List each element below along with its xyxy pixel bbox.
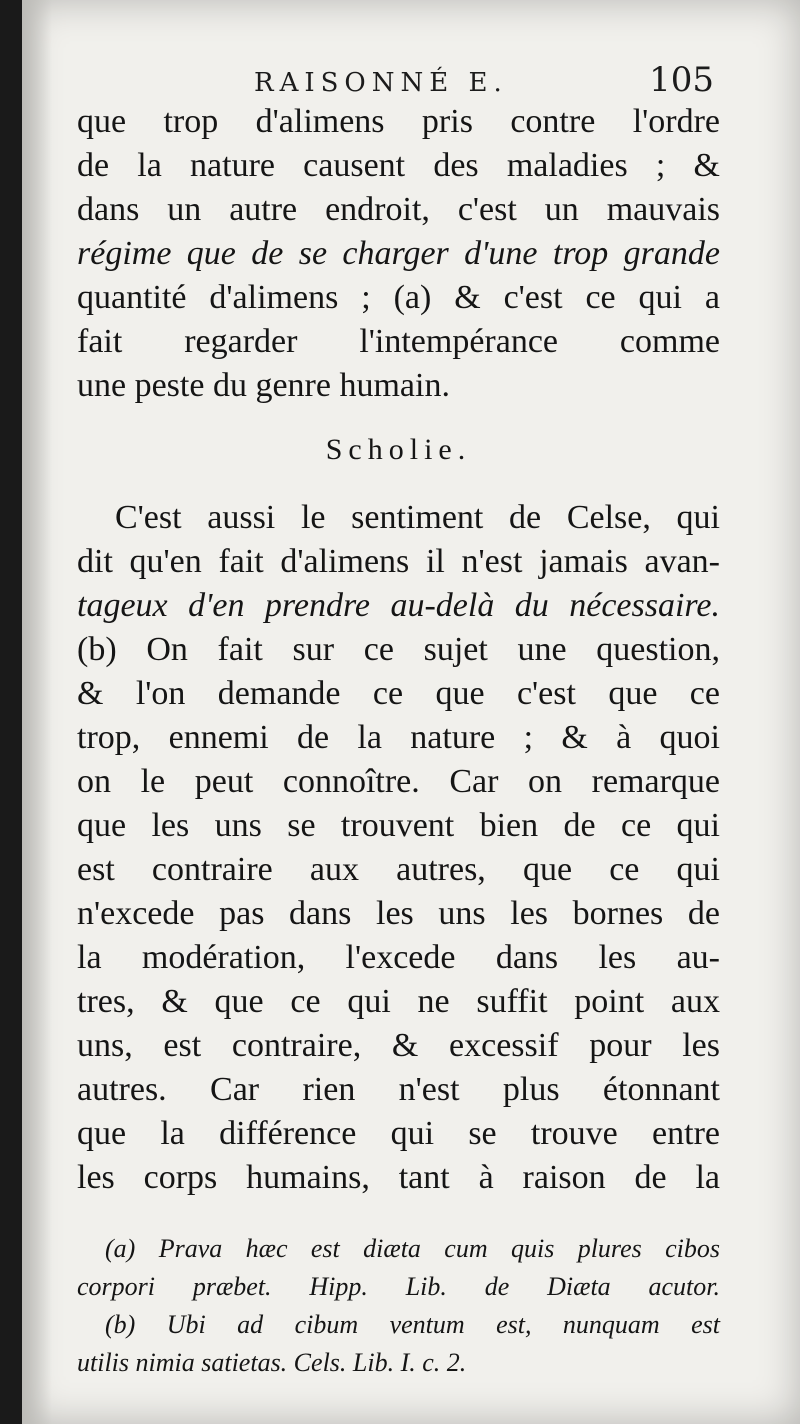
text-line: une peste du genre humain. [77, 367, 450, 404]
text-line: que trop d'alimens pris contre l'ordre [77, 103, 720, 140]
text-line: uns, est contraire, & excessif pour les [77, 1027, 720, 1064]
text-line: tageux d'en prendre au-delà du nécessaire. [77, 587, 720, 624]
running-head: RAISONNÉ E. [254, 68, 508, 98]
text-line: fait regarder l'intempérance comme [77, 323, 720, 360]
footnote-line: corpori præbet. Hipp. Lib. de Diæta acutor. [77, 1272, 720, 1301]
footnote-line: (b) Ubi ad cibum ventum est, nunquam est [105, 1310, 720, 1339]
text-line: C'est aussi le sentiment de Celse, qui [115, 499, 720, 536]
main-text [77, 100, 720, 1200]
text-line: on le peut connoître. Car on remarque [77, 763, 720, 800]
section-heading: Scholie. [325, 433, 472, 466]
text-line: de la nature causent des maladies ; & [77, 147, 720, 184]
text-line: trop, ennemi de la nature ; & à quoi [77, 719, 720, 756]
text-line: quantité d'alimens ; (a) & c'est ce qui a [77, 279, 720, 316]
text-line: régime que de se charger d'une trop grande [77, 235, 720, 272]
text-line: la modération, l'excede dans les au- [77, 939, 720, 976]
text-line: dans un autre endroit, c'est un mauvais [77, 191, 720, 228]
text-line: n'excede pas dans les uns les bornes de [77, 895, 720, 932]
footnote-line: (a) Prava hæc est diæta cum quis plures cibos [105, 1234, 720, 1263]
footnotes [77, 1230, 720, 1382]
text-line: les corps humains, tant à raison de la [77, 1159, 720, 1196]
text-line: autres. Car rien n'est plus étonnant [77, 1071, 720, 1108]
text-line: (b) On fait sur ce sujet une question, [77, 631, 720, 668]
page-number: 105 [649, 60, 714, 100]
text-line: tres, & que ce qui ne suffit point aux [77, 983, 720, 1020]
footnote-line: utilis nimia satietas. Cels. Lib. I. c. 2. [77, 1348, 467, 1377]
text-line: que les uns se trouvent bien de ce qui [77, 807, 720, 844]
text-line: est contraire aux autres, que ce qui [77, 851, 720, 888]
text-line: que la différence qui se trouve entre [77, 1115, 720, 1152]
text-line: dit qu'en fait d'alimens il n'est jamais avan- [77, 543, 720, 580]
text-line: & l'on demande ce que c'est que ce [77, 675, 720, 712]
book-page [22, 0, 800, 1424]
